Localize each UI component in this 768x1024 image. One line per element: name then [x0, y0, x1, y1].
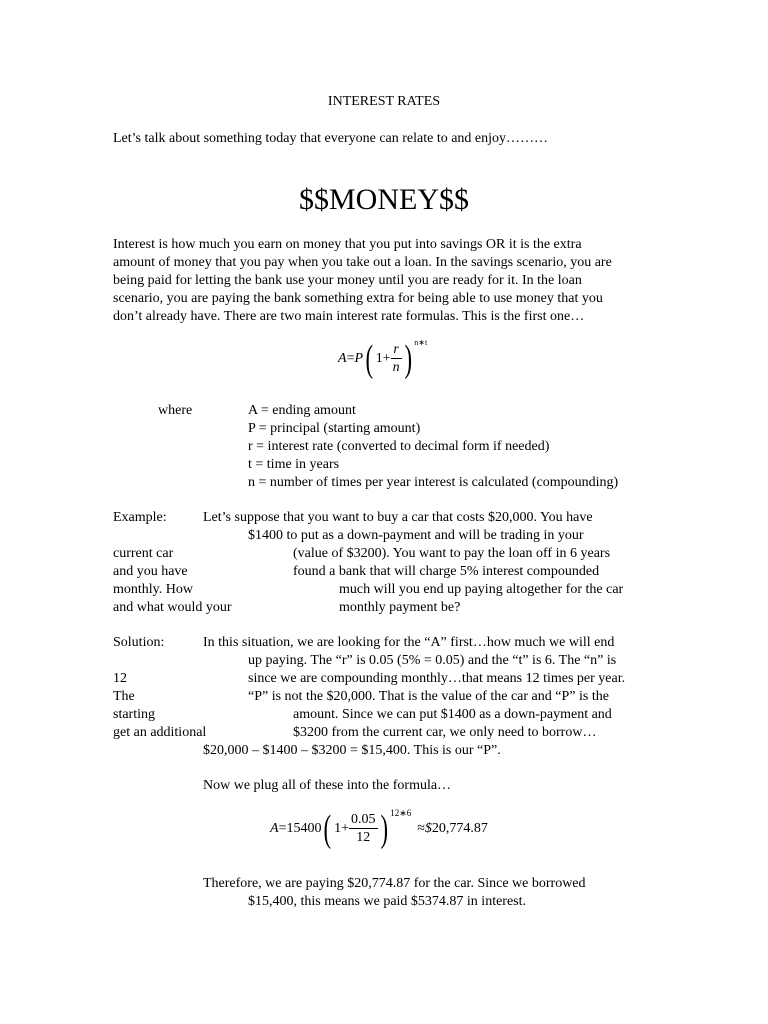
formula-one: 1 [334, 821, 342, 837]
dollar-sign: $ [424, 821, 432, 837]
formula-one: 1 [375, 351, 383, 367]
formula-lhs: A [338, 351, 347, 367]
right-paren-icon: ) [380, 808, 388, 850]
compound-interest-formula [338, 340, 427, 378]
solution-line: starting [113, 707, 155, 722]
paragraph-line: don’t already have. There are two main interest rate formulas. This is the first one… [113, 309, 585, 324]
formula-equals: = [346, 351, 355, 367]
formula-lhs: A [270, 821, 279, 837]
worked-formula [270, 810, 488, 848]
example-line: (value of $3200). You want to pay the loan off in 6 years [293, 546, 611, 561]
formula-plus: + [341, 821, 350, 837]
solution-label: Solution: [113, 635, 165, 650]
formula-fraction [349, 812, 378, 847]
formula-fraction [391, 342, 402, 377]
plug-in-sentence: Now we plug all of these into the formula… [203, 778, 452, 793]
example-line: $1400 to put as a down-payment and will be trading in your [248, 528, 584, 543]
definition-item: r = interest rate (converted to decimal form if needed) [248, 439, 550, 454]
definition-item: t = time in years [248, 457, 340, 472]
conclusion-line: $15,400, this means we paid $5374.87 in interest. [248, 894, 527, 909]
right-paren-icon: ) [404, 338, 412, 380]
example-line: monthly. How [113, 582, 193, 597]
example-line: and you have [113, 564, 188, 579]
solution-line: 12 [113, 671, 127, 686]
formula-plus: + [382, 351, 391, 367]
formula-result: 20,774.87 [431, 821, 488, 837]
solution-line: since we are compounding monthly…that means 12 times per year. [248, 671, 626, 686]
formula-equals: = [278, 821, 287, 837]
example-line: current car [113, 546, 174, 561]
solution-line: The [113, 689, 135, 704]
solution-line: $3200 from the current car, we only need to borrow… [293, 725, 597, 740]
solution-line: $20,000 – $1400 – $3200 = $15,400. This is our “P”. [203, 743, 501, 758]
paragraph-line: Interest is how much you earn on money that you put into savings OR it is the extra [113, 237, 582, 252]
definition-item: A = ending amount [248, 403, 356, 418]
where-label: where [158, 403, 193, 418]
fraction-numerator: r [391, 342, 402, 359]
conclusion-line: Therefore, we are paying $20,774.87 for the car. Since we borrowed [203, 876, 586, 891]
solution-line: “P” is not the $20,000. That is the value of the car and “P” is the [248, 689, 609, 704]
variable-definitions [248, 402, 618, 492]
example-label: Example: [113, 510, 167, 525]
example-line: monthly payment be? [339, 600, 461, 615]
formula-exponent: n∗t [414, 338, 428, 347]
example-line: and what would your [113, 600, 232, 615]
definition-item: P = principal (starting amount) [248, 421, 421, 436]
formula-exponent: 12∗6 [390, 808, 412, 818]
formula-principal: 15400 [286, 821, 322, 837]
interest-explanation-paragraph [113, 236, 658, 326]
solution-line: get an additional [113, 725, 207, 740]
solution-line: In this situation, we are looking for the “A” first…how much we will end [203, 635, 615, 650]
fraction-denominator: 12 [356, 829, 371, 845]
solution-line: amount. Since we can put $1400 as a down-payment and [293, 707, 612, 722]
example-line: much will you end up paying altogether for the car [339, 582, 624, 597]
paragraph-line: scenario, you are paying the bank something extra for being able to use money that you [113, 291, 603, 306]
approx-sign: ≈ [417, 821, 425, 837]
left-paren-icon: ( [365, 338, 374, 380]
example-line: Let’s suppose that you want to buy a car that costs $20,000. You have [203, 510, 593, 525]
solution-line: up paying. The “r” is 0.05 (5% = 0.05) and the “t” is 6. The “n” is [248, 653, 617, 668]
paragraph-line: amount of money that you pay when you take out a loan. In the savings scenario, you are [113, 255, 612, 270]
paragraph-line: being paid for letting the bank use your money until you are ready for it. In the loan [113, 273, 582, 288]
formula-principal: P [354, 351, 364, 367]
document-title: INTEREST RATES [327, 94, 441, 109]
intro-sentence: Let’s talk about something today that everyone can relate to and enjoy……… [113, 131, 549, 146]
money-headline: $$MONEY$$ [299, 183, 469, 216]
fraction-numerator: 0.05 [351, 811, 376, 827]
example-line: found a bank that will charge 5% interest compounded [293, 564, 600, 579]
definition-item: n = number of times per year interest is calculated (compounding) [248, 475, 619, 490]
left-paren-icon: ( [324, 808, 332, 850]
fraction-denominator: n [392, 359, 400, 375]
